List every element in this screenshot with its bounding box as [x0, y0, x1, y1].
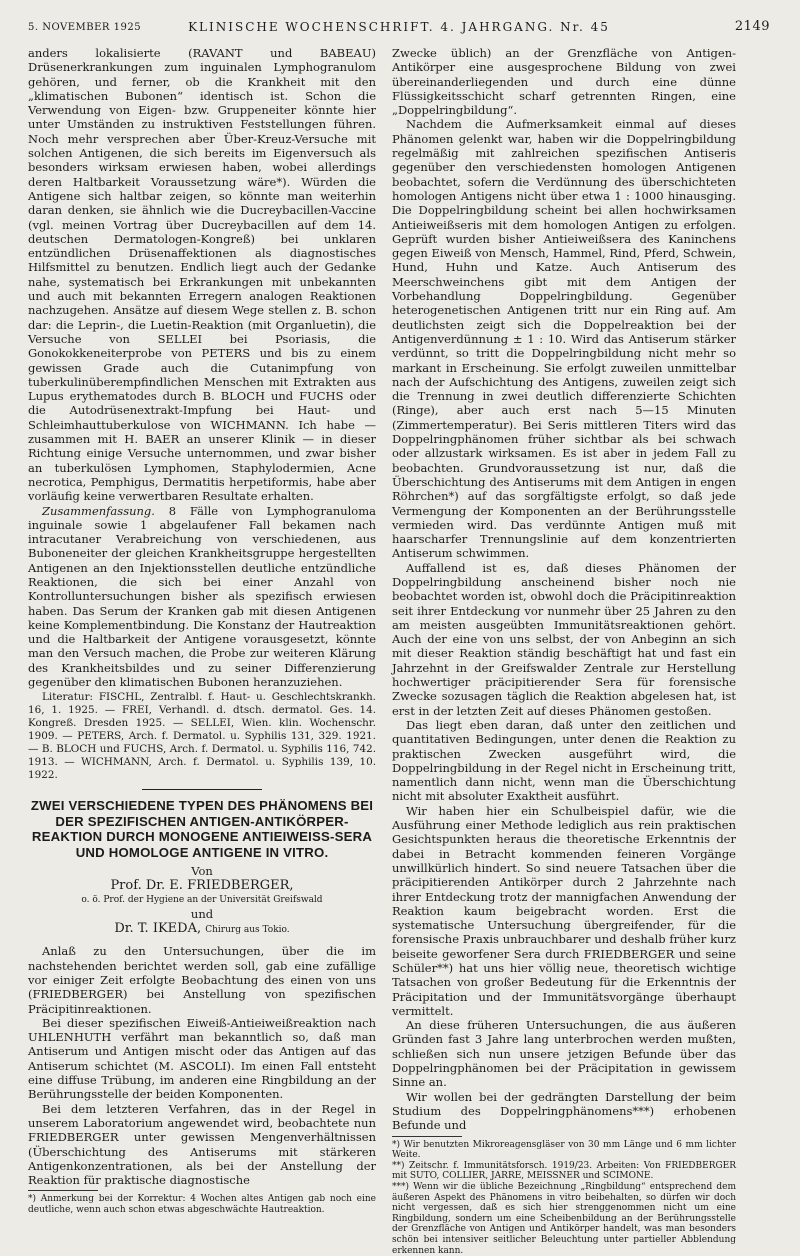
paragraph: Bei dieser spezifischen Eiweiß-Antieiweißreaktion nach UHLENHUTH verfährt man bekanntlich so, daß man Antiserum und Antigen mischt oder das Antigen auf das Antiserum schichtet (M. ASCOLI). Im einen Fall entsteht eine diffuse Trübung, im anderen eine Ringbildung an der Berührungsstelle der beiden Komponenten. [28, 1015, 376, 1102]
section-divider [142, 789, 262, 790]
byline [28, 864, 376, 937]
summary-paragraph [28, 504, 376, 690]
paragraph: Anlaß zu den Untersuchungen, über die im nachstehenden berichtet werden soll, gab eine zufällige vor einiger Zeit erfolgte Beobachtung des einen von uns (FRIEDBERGER) bei Anstellung von spezifischen Präcipitinreaktionen. [28, 944, 376, 1016]
summary-label: Zusammenfassung. [42, 503, 155, 518]
paragraph: An diese früheren Untersuchungen, die aus äußeren Gründen fast 3 Jahre lang unterbrochen werden mußten, schließen sich nun unsere jetzigen Befunde über das Doppelringphänomen bei der Präcipitation in gewissem Sinne an. [392, 1018, 736, 1090]
paragraph: Zwecke üblich) an der Grenzfläche von Antigen-Antikörper eine ausgesprochene Bildung von zwei übereinanderliegenden und durch eine dünne Flüssigkeitsschicht scharf getrennten Ringen, eine „Doppelringbildung“. [392, 46, 736, 118]
header-date: 5. NOVEMBER 1925 [28, 22, 142, 33]
paragraph: Bei dem letzteren Verfahren, das in der Regel in unserem Laboratorium angewendet wird, beobachtete nun FRIEDBERGER unter gewissen Mengenverhältnissen (Überschichtung des Antiserums mit stärkeren Antigenkonzentrationen, als bei der Anstellung der Reaktion für praktische diagnostische [28, 1101, 376, 1188]
footnote-rule [392, 1136, 462, 1137]
footnote: *) Anmerkung bei der Korrektur: 4 Wochen altes Antigen gab noch eine deutliche, wenn auch schon etwas abgeschwächte Hautreaktion. [28, 1194, 376, 1216]
article-title: ZWEI VERSCHIEDENE TYPEN DES PHÄNOMENS BEI DER SPEZIFISCHEN ANTIGEN-ANTIKÖRPER-REAKTION DURCH MONOGENE ANTIEIWEISS-SERA UND HOMOLOGE ANTIGENE IN VITRO. [30, 798, 374, 860]
paragraph: Das liegt eben daran, daß unter den zeitlichen und quantitativen Bedingungen, unter denen die Reaktion zu praktischen Zwecken ausgeführt wird, die Doppelringbildung in der Regel nicht in Erscheinung tritt, namentlich dann nicht, wenn man die Überschichtung nicht mit absoluter Exaktheit ausführt. [392, 717, 736, 804]
footnote: *) Wir benutzten Mikroreagensgläser von 30 mm Länge und 6 mm lichter Weite. [392, 1139, 736, 1161]
header-journal-title: KLINISCHE WOCHENSCHRIFT. 4. JAHRGANG. Nr. 45 [188, 20, 610, 34]
author-affiliation: o. ö. Prof. der Hygiene an der Universität Greifswald [81, 895, 323, 906]
author-name [28, 922, 376, 937]
paragraph: anders lokalisierte (RAVANT und BABEAU) Drüsenerkrankungen zum inguinalen Lymphogranulom gehören, und ferner, ob die Krankheit mit den „klimatischen Bubonen“ identisch ist. Schon die Verwendung von Eigen- bzw. Gruppeneiter könnte hier unter Umständen zu instruktiven Feststellungen führen. Noch mehr versprechen aber Über-Kreuz-Versuche mit solchen Antigenen, die sich bereits im Eigenversuch als besonders wirksam erwiesen haben, wobei allerdings deren Haltbarkeit Voraussetzung wäre*). Würden die Antigene sich haltbar zeigen, so könnte man weiterhin daran denken, sie ähnlich wie die Ducreybacillen-Vaccine (vgl. meinen Vortrag über Ducreybacillen auf dem 14. deutschen Dermatologen-Kongreß) bei unklaren entzündlichen Drüsenaffektionen als diagnostisches Hilfsmittel zu benutzen. Endlich liegt auch der Gedanke nahe, systematisch bei Erkrankungen mit unbekannten und auch mit bekannten Erregern analogen Reaktionen nachzugehen. Ansätze auf diesem Wege stellen z. B. schon dar: die Leprin-, die Luetin-Reaktion (mit Organluetin), die Versuche von SELLEI bei Psoriasis, die Gonokokkeneiterprobe von PETERS und bis zu einem gewissen Grade auch die Cutanimpfung von tuberkulinüberempfindlichen Menschen mit Extrakten aus Lupus erythematodes durch B. BLOCH und FUCHS oder die Autodrüsenextrakt-Impfung bei Haut- und Schleimhauttuberkulose von WICHMANN. Ich habe — zusammen mit H. BAER an unserer Klinik — in dieser Richtung einige Versuche unternommen, und zwar bisher an tuberkulösen Lymphomen, Staphylodermien, Acne necrotica, Pemphigus, Dermatitis herpetiformis, habe aber vorläufig keine verwertbaren Resultate erhalten. [28, 46, 376, 504]
paragraph: Wir haben hier ein Schulbeispiel dafür, wie die Ausführung einer Methode lediglich aus rein praktischen Gesichtspunkten heraus die theoretische Erkenntnis der dabei in Betracht kommenden feineren Vorgänge unwillkürlich hindert. So sind neuere Tatsachen über die präcipitierenden Antikörper durch 2 Jahrzehnte nach ihrer Entdeckung trotz der mannigfachen Anwendung der Reaktion kaum beigebracht worden. Erst die systematische Untersuchung übergreifender, für die forensische Praxis unbrauchbarer und deshalb früher kurz beiseite geworfener Sera durch FRIEDBERGER und seine Schüler**) hat uns hier völlig neue, theoretisch wichtige Tatsachen von großer Bedeutung für die Erkenntnis der Präcipitation und der Immunitätsvorgänge überhaupt vermittelt. [392, 803, 736, 1018]
footnotes [392, 1140, 736, 1256]
summary-text: 8 Fälle von Lymphogranuloma inguinale sowie 1 abgelaufener Fall bekamen nach intracutaner Verabreichung von verschiedenen, aus Buboneneiter der gleichen Krankheitsgruppe hergestellten Antigenen an den Injektionsstellen deutliche entzündliche Reaktionen, die sich bei einer Anzahl von Kontrolluntersuchungen bisher als spezifisch erwiesen haben. Das Serum der Kranken gab mit diesen Antigenen keine Komplementbindung. Die Konstanz der Hautreaktion und die Haltbarkeit der Antigene vorausgesetzt, könnte man den Versuch machen, die Probe zur weiteren Klärung des Krankheitsbildes und zu seiner Differenzierung gegenüber den klimatischen Bubonen heranzuziehen. [28, 503, 376, 690]
author-affiliation: Chirurg aus Tokio. [205, 925, 290, 936]
paragraph: Auffallend ist es, daß dieses Phänomen der Doppelringbildung anscheinend bisher noch nie beobachtet worden ist, obwohl doch die Präcipitinreaktion seit ihrer Entdeckung vor nunmehr über 25 Jahren zu den am meisten ausgeübten Immunitätsreaktionen gehört. Auch der eine von uns selbst, der von Anbeginn an sich mit dieser Reaktion ständig beschäftigt hat und fast ein Jahrzehnt in der Greifswalder Zentrale zur Herstellung hochwertiger präcipitierender Sera für forensische Zwecke sozusagen täglich die Reaktion abgelesen hat, ist erst in der letzten Zeit auf dieses Phänomen gestoßen. [392, 560, 736, 718]
footnote-rule [28, 1190, 98, 1191]
paragraph: Nachdem die Aufmerksamkeit einmal auf dieses Phänomen gelenkt war, haben wir die Doppelringbildung regelmäßig mit zahlreichen spezifischen Antiseris gegenüber den verschiedensten homologen Antigenen beobachtet, sofern die Verdünnung des überschichteten homologen Antigens nicht über etwa 1 : 1000 hinausging. Die Doppelringbildung scheint bei allen hochwirksamen Antieiweißseris mit dem homologen Antigen zu erfolgen. Geprüft wurden bisher Antieiweißsera des Kaninchens gegen Eiweiß von Mensch, Hammel, Rind, Pferd, Schwein, Hund, Huhn und Katze. Auch Antiserum des Meerschweinchens gibt mit dem Antigen der Vorbehandlung Doppelringbildung. Gegenüber heterogenetischen Antigenen tritt nur ein Ring auf. Am deutlichsten zeigt sich die Doppelreaktion bei der Antigenverdünnung ± 1 : 10. Wird das Antiserum stärker verdünnt, so tritt die Doppelringbildung nicht mehr so markant in Erscheinung. Sie erfolgt zuweilen unmittelbar nach der Aufschichtung des Antigens, zuweilen zeigt sich die Trennung in zwei deutlich differenzierte Schichten (Ringe), aber auch erst nach 5—15 Minuten (Zimmertemperatur). Bei Seris mittleren Titers wird das Doppelringphänomen früher sichtbar als bei schwach oder allzustark wirksamen. Es ist aber in jedem Fall zu beobachten. Grundvoraussetzung ist nur, daß die Überschichtung des Antiserums mit dem Antigen in engen Röhrchen*) auf das sorgfältigste erfolgt, so daß jede Vermengung der Komponenten an der Berührungsstelle vermieden wird. Das verdünnte Antigen muß mit haarscharfer Trennungslinie auf dem konzentrierten Antiserum schwimmen. [392, 117, 736, 561]
byline-und: und [190, 907, 214, 922]
paragraph: Wir wollen bei der gedrängten Darstellung der beim Studium des Doppelringphänomens***) erhobenen Befunde und [392, 1089, 736, 1133]
byline-von: Von [191, 864, 213, 879]
footnote: ***) Wenn wir die übliche Bezeichnung „Ringbildung“ entsprechend dem äußeren Aspekt des Phänomens in vitro beibehalten, so dürfen wir doch nicht vergessen, daß es sich hier strenggenommen nicht um eine Ringbildung, sondern um eine Scheibenbildung an der Berührungsstelle der Grenzfläche von Antigen und Antikörper handelt, was man besonders schön bei intensiver seitlicher Beleuchtung unter partieller Abblendung erkennen kann. [392, 1181, 736, 1256]
author-name: Prof. Dr. E. FRIEDBERGER, [110, 878, 294, 894]
page-number: 2149 [734, 19, 770, 34]
footnote: **) Zeitschr. f. Immunitätsforsch. 1919/23. Arbeiten: Von FRIEDBERGER mit SUTO, COLLIER, JARRE, MEISSNER und SCIMONE. [392, 1160, 736, 1182]
right-column [392, 46, 736, 1256]
author-2-name: Dr. T. IKEDA, [114, 921, 202, 937]
running-header [28, 18, 770, 40]
left-column [28, 46, 376, 1216]
literature-references: Literatur: FISCHL, Zentralbl. f. Haut- u. Geschlechtskrankh. 16, 1. 1925. — FREI, Verhandl. d. dtsch. dermatol. Ges. 14. Kongreß. Dresden 1925. — SELLEI, Wien. klin. Wochenschr. 1909. — PETERS, Arch. f. Dermatol. u. Syphilis 131, 329. 1921. — B. BLOCH und FUCHS, Arch. f. Dermatol. u. Syphilis 116, 742. 1913. — WICHMANN, Arch. f. Dermatol. u. Syphilis 139, 10. 1922. [28, 691, 376, 782]
